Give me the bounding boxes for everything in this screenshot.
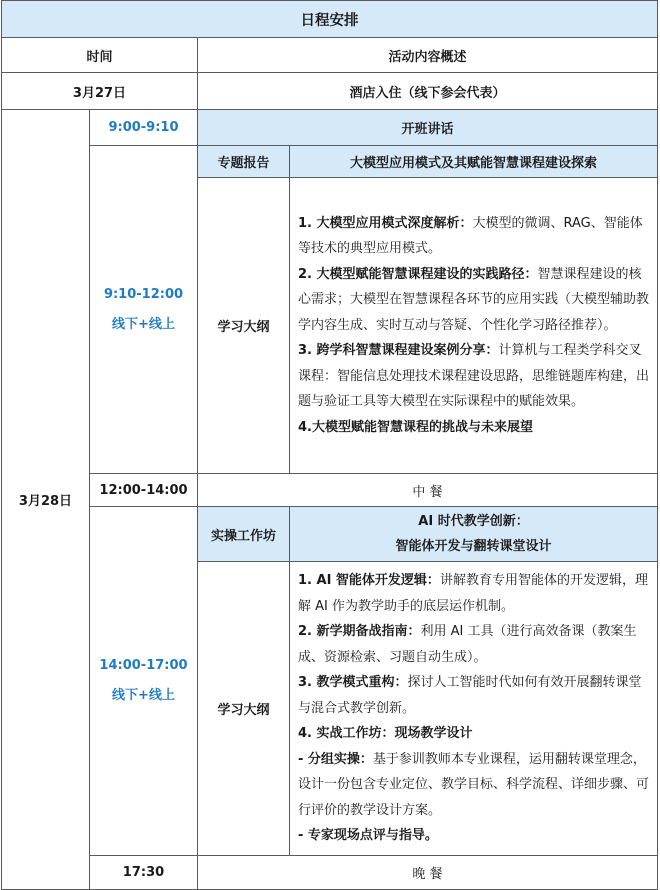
opening-row bbox=[2, 110, 658, 146]
afternoon-outline bbox=[290, 562, 658, 856]
opening-activity: 开班讲话 bbox=[198, 110, 658, 146]
afternoon-outline-label: 学习大纲 bbox=[198, 562, 290, 856]
header-row bbox=[2, 38, 658, 73]
schedule-table bbox=[1, 0, 658, 890]
outline-item: 4.大模型赋能智慧课程的挑战与未来展望 bbox=[298, 419, 533, 435]
dinner-activity: 晚 餐 bbox=[198, 855, 658, 889]
time-header: 时间 bbox=[2, 38, 198, 73]
outline-item: 1. AI 智能体开发逻辑：讲解教育专用智能体的开发逻辑，理解 AI 作为教学助手的底层运作机制。 bbox=[298, 573, 648, 614]
page-title: 日程安排 bbox=[2, 1, 658, 38]
morning-outline bbox=[290, 178, 658, 474]
day1-row bbox=[2, 73, 658, 110]
dinner-time: 17:30 bbox=[90, 855, 198, 889]
lunch-row bbox=[2, 474, 658, 507]
afternoon-topic-line1: AI 时代教学创新： bbox=[418, 514, 529, 529]
afternoon-topic-line2: 智能体开发与翻转课堂设计 bbox=[395, 539, 552, 554]
afternoon-time: 14:00-17:00 bbox=[99, 657, 188, 673]
outline-item: 2. 大模型赋能智慧课程建设的实践路径：智慧课程建设的核心需求；大模型在智慧课程各环节的应用实践（大模型辅助教学内容生成、实时互动与答疑、个性化学习路径推荐）。 bbox=[298, 266, 650, 333]
afternoon-topic-row bbox=[2, 507, 658, 562]
dinner-row bbox=[2, 855, 658, 889]
morning-outline-label: 学习大纲 bbox=[198, 178, 290, 474]
title-row bbox=[2, 1, 658, 38]
lunch-time: 12:00-14:00 bbox=[90, 474, 198, 507]
outline-item: 4. 实战工作坊：现场教学设计 bbox=[298, 726, 473, 741]
outline-item: 3. 跨学科智慧课程建设案例分享：计算机与工程类学科交叉课程：智能信息处理技术课程建设思路，思维链题库构建，出题与验证工具等大模型在实际课程中的赋能效果。 bbox=[298, 343, 650, 410]
day1-activity: 酒店入住（线下参会代表） bbox=[198, 73, 658, 110]
opening-time: 9:00-9:10 bbox=[90, 110, 198, 146]
day1-date: 3月27日 bbox=[2, 73, 198, 110]
afternoon-mode: 线下+线上 bbox=[112, 687, 175, 703]
lunch-activity: 中 餐 bbox=[198, 474, 658, 507]
afternoon-time-cell bbox=[90, 507, 198, 856]
morning-topic: 大模型应用模式及其赋能智慧课程建设探索 bbox=[290, 146, 658, 178]
outline-item: 1. 大模型应用模式深度解析：大模型的微调、RAG、智能体等技术的典型应用模式。 bbox=[298, 215, 643, 257]
morning-topic-row bbox=[2, 146, 658, 178]
afternoon-topic bbox=[290, 507, 658, 562]
morning-time-cell bbox=[90, 146, 198, 474]
outline-item: 3. 教学模式重构：探讨人工智能时代如何有效开展翻转课堂与混合式教学创新。 bbox=[298, 675, 642, 716]
outline-item: - 专家现场点评与指导。 bbox=[298, 828, 438, 843]
day2-date: 3月28日 bbox=[2, 110, 90, 890]
morning-mode: 线下+线上 bbox=[112, 316, 175, 332]
outline-item: 2. 新学期备战指南：利用 AI 工具（进行高效备课（教案生成、资源检索、习题自动生成）。 bbox=[298, 624, 637, 665]
morning-time: 9:10-12:00 bbox=[103, 286, 184, 302]
morning-type-label: 专题报告 bbox=[198, 146, 290, 178]
content-header: 活动内容概述 bbox=[198, 38, 658, 73]
afternoon-type-label: 实操工作坊 bbox=[198, 507, 290, 562]
outline-item: - 分组实操：基于参训教师本专业课程，运用翻转课堂理念，设计一份包含专业定位、教学目标、科学流程、详细步骤、可行评价的教学设计方案。 bbox=[298, 751, 650, 818]
